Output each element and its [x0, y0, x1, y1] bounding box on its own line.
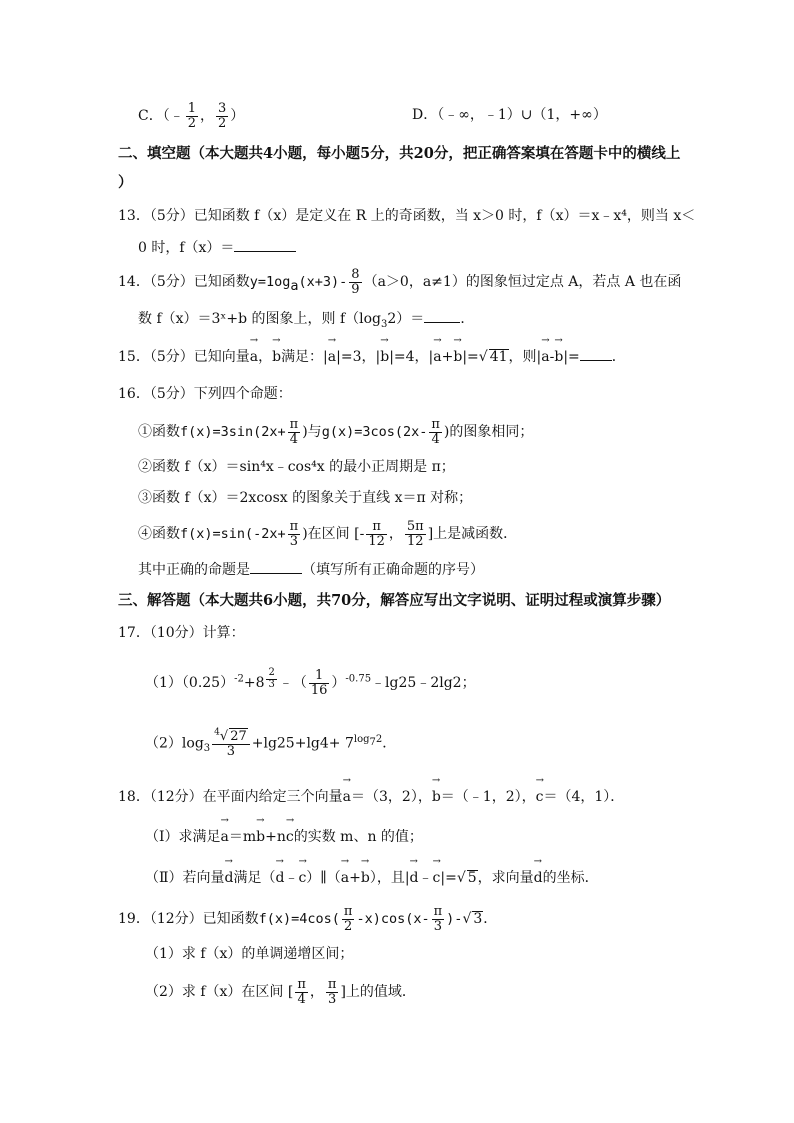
- question-19-part1: （1）求 f（x）的单调递增区间；: [145, 946, 354, 962]
- fraction: $\frac{\pi}{4}$: [289, 417, 299, 447]
- fraction: $\frac{\pi}{12}$: [368, 519, 385, 549]
- question-19-heading: 19．（12分）已知函数f(x)=4cos( $\frac{\pi}{2}$ -x)cos(x- $\frac{\pi}{3}$ )-√ 3．: [118, 904, 498, 934]
- fraction: $\frac{\pi}{4}$: [431, 417, 440, 447]
- answer-blank: [250, 559, 302, 574]
- fraction: $\frac{1}{2}$: [187, 101, 196, 131]
- question-16-heading: 16．（5分）下列四个命题：: [118, 386, 292, 402]
- option-c: C．（﹣ $\frac{1}{2}$ ， $\frac{3}{2}$ ）: [138, 101, 245, 131]
- fraction: $\frac{\pi}{3}$: [289, 519, 299, 549]
- answer-blank: [234, 237, 296, 252]
- fraction: $\frac{\pi}{3}$: [327, 977, 337, 1007]
- answer-blank: [424, 308, 460, 323]
- question-17-heading: 17．（10分）计算：: [118, 625, 245, 641]
- question-18-heading: 18．（12分）在平面内给定三个向量→ a＝（3，2），→ b＝（﹣1，2），→ c＝（4，1）．: [118, 786, 624, 808]
- section-heading-fill-in-cont: ）: [118, 174, 133, 191]
- fraction: $\frac{\pi}{4}$: [297, 977, 306, 1007]
- proposition-2: ②函数 f（x）＝sin⁴x﹣cos⁴x 的最小正周期是 π；: [138, 459, 455, 475]
- fraction: $\frac{3}{2}$: [218, 101, 227, 131]
- proposition-3: ③函数 f（x）＝2xcosx 的图象关于直线 x＝π 对称；: [138, 490, 473, 506]
- question-13-line2: 0 时，f（x）＝: [138, 237, 296, 259]
- fraction: $\frac{^4√ 27}{3}$: [212, 728, 250, 759]
- question-15: 15．（5分）已知向量→ a，→ b满足：|→ a|=3，|→ b|=4，|→ a+→ b|=√ 41，则|→ a-→ b|= ．: [118, 346, 626, 368]
- proposition-1: ①函数f(x)=3sin(2x+ $\frac{\pi}{4}$ )与g(x)=3cos(2x- $\frac{\pi}{4}$ )的图象相同；: [138, 417, 534, 447]
- fraction: $\frac{\pi}{3}$: [433, 904, 443, 934]
- fraction: $\frac{1}{16}$: [310, 668, 328, 698]
- question-18-part2: （Ⅱ）若向量→ d满足（→ d﹣→ c）∥（→ a+→ b），且|→ d﹣→ c|=√ 5，求向量→ d的坐标．: [145, 867, 599, 889]
- question-17-part2: $(2)\log_3$ $\frac{^4√ 27}{3}$ $+\lg 25+\lg 4+ 7^{log_72}$．: [145, 727, 397, 759]
- question-13-line1: 13．（5分）已知函数 f（x）是定义在 R 上的奇函数，当 x＞0 时，f（x）＝x﹣x⁴，则当 x＜: [118, 208, 696, 224]
- fraction: $\frac{\pi}{2}$: [343, 904, 353, 934]
- section-heading-fill-in: 二、填空题（本大题共4小题，每小题5分，共20分，把正确答案填在答题卡中的横线上: [118, 145, 681, 162]
- question-19-part2: （2）求 f（x）在区间 [ $\frac{\pi}{4}$ ， $\frac{\pi}{3}$ ]上的值域．: [145, 977, 416, 1007]
- option-d: D．（﹣∞，﹣1）∪（1，+∞）: [412, 107, 607, 123]
- question-17-part1: $(1)(0.25)^{-2}+8$ $^{\frac{2}{3}}$ ﹣（ $\frac{1}{16}$ ）$^{-0.75}$﹣lg25﹣2lg2；: [145, 667, 476, 698]
- fraction: $\frac{8}{9}$: [351, 267, 360, 297]
- fraction: 2 3: [268, 667, 275, 690]
- question-16-answer: 其中正确的命题是 （填写所有正确命题的序号）: [138, 559, 484, 581]
- answer-blank: [580, 346, 612, 361]
- question-14-line1: 14．（5分）已知函数$y=1og_a(x+3)-$ $\frac{8}{9}$ （a＞0，a≠1）的图象恒过定点 A，若点 A 也在函: [118, 267, 682, 297]
- question-14-line2: 数 f（x）＝3ˣ+b 的图象上，则 $f(\log_32)=$ ．: [138, 308, 474, 336]
- section-heading-solutions: 三、解答题（本大题共6小题，共70分，解答应写出文字说明、证明过程或演算步骤）: [118, 592, 671, 609]
- question-18-part1: （Ⅰ）求满足→ a＝m→ b+n→ c的实数 m、n 的值；: [145, 826, 423, 848]
- fraction: $\frac{5\pi}{12}$: [406, 519, 424, 549]
- proposition-4: ④函数f(x)=sin(-2x+ $\frac{\pi}{3}$ )在区间 [- $\frac{\pi}{12}$ ， $\frac{5\pi}{12}$ ]上是减函数．: [138, 519, 518, 549]
